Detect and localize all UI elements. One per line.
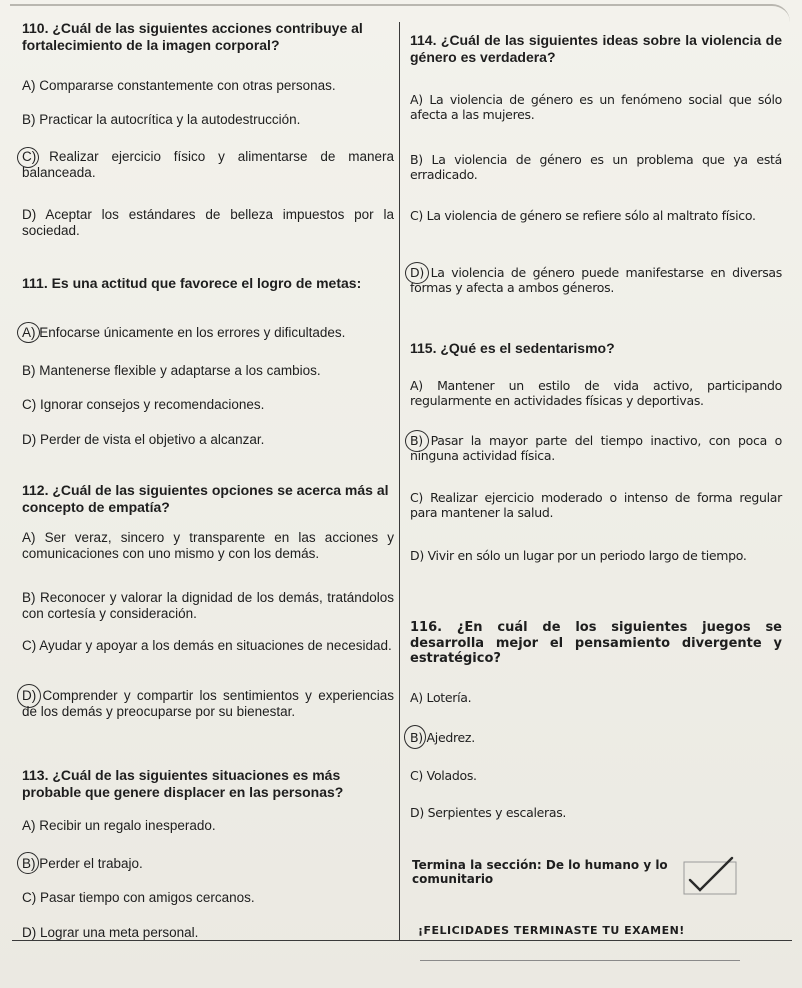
q111-option-d[interactable]: D) Perder de vista el objetivo a alcanzar. [22, 432, 265, 447]
q116-title: 116. ¿En cuál de los siguientes juegos se desarrolla mejor el pensamiento divergente y estratégico? [410, 620, 782, 667]
q110-title: 110. ¿Cuál de las siguientes acciones contribuye al fortalecimiento de la imagen corporal? [22, 20, 363, 53]
q113-option-d[interactable]: D) Lograr una meta personal. [22, 925, 199, 940]
q113-option-b[interactable]: B) Perder el trabajo. [22, 856, 143, 871]
q112-title: 112. ¿Cuál de las siguientes opciones se acerca más al concepto de empatía? [22, 482, 389, 515]
q114-option-b[interactable]: B) La violencia de género es un problema que ya está erradicado. [410, 152, 782, 182]
q114-option-a[interactable]: A) La violencia de género es un fenómeno social que sólo afecta a las mujeres. [410, 92, 782, 122]
section-end-note: Termina la sección: De lo humano y lo comunitario [412, 858, 668, 887]
q114-title: 114. ¿Cuál de las siguientes ideas sobre la violencia de género es verdadera? [410, 32, 782, 65]
answer-circle-mark [17, 147, 39, 168]
q115-option-a[interactable]: A) Mantener un estilo de vida activo, participando regularmente en actividades físicas y deportivas. [410, 378, 782, 408]
closing-message: ¡FELICIDADES TERMINASTE TU EXAMEN! [418, 924, 685, 937]
q113-title: 113. ¿Cuál de las siguientes situaciones es más probable que genere displacer en las personas? [22, 767, 344, 800]
q110-option-c[interactable]: C) Realizar ejercicio físico y alimentarse de manera balanceada. [22, 149, 394, 181]
answer-circle-mark [405, 430, 429, 452]
q111-option-c[interactable]: C) Ignorar consejos y recomendaciones. [22, 397, 265, 412]
answer-circle-mark [17, 852, 39, 874]
q111-option-b[interactable]: B) Mantenerse flexible y adaptarse a los cambios. [22, 363, 321, 378]
q112-option-c[interactable]: C) Ayudar y apoyar a los demás en situaciones de necesidad. [22, 638, 392, 653]
q115-title: 115. ¿Qué es el sedentarismo? [410, 340, 615, 356]
answer-circle-mark [405, 262, 429, 284]
answer-circle-mark [404, 725, 426, 749]
answer-circle-mark [17, 684, 41, 708]
q116-option-c[interactable]: C) Volados. [410, 768, 477, 783]
q112-option-b[interactable]: B) Reconocer y valorar la dignidad de los demás, tratándolos con cortesía y consideración. [22, 590, 394, 622]
q112-option-d[interactable]: D) Comprender y compartir los sentimientos y experiencias de los demás y preocuparse por su bienestar. [22, 688, 394, 720]
q116-option-b[interactable]: B) Ajedrez. [410, 730, 475, 745]
q115-option-c[interactable]: C) Realizar ejercicio moderado o intenso de forma regular para mantener la salud. [410, 490, 782, 520]
q110-option-a[interactable]: A) Compararse constantemente con otras personas. [22, 78, 336, 93]
q112-option-a[interactable]: A) Ser veraz, sincero y transparente en las acciones y comunicaciones con uno mismo y con los demás. [22, 530, 394, 562]
page-bottom-line-secondary [420, 960, 740, 961]
checkmark-icon [680, 852, 740, 900]
q110-option-d[interactable]: D) Aceptar los estándares de belleza impuestos por la sociedad. [22, 207, 394, 239]
column-divider [399, 22, 400, 940]
q115-option-b[interactable]: B) Pasar la mayor parte del tiempo inactivo, con poca o ninguna actividad física. [410, 433, 782, 463]
q116-option-d[interactable]: D) Serpientes y escaleras. [410, 805, 567, 820]
q111-option-a[interactable]: A) Enfocarse únicamente en los errores y dificultades. [22, 325, 346, 340]
q116-option-a[interactable]: A) Lotería. [410, 690, 472, 705]
answer-circle-mark [17, 322, 40, 343]
q115-option-d[interactable]: D) Vivir en sólo un lugar por un periodo largo de tiempo. [410, 548, 747, 563]
q113-option-a[interactable]: A) Recibir un regalo inesperado. [22, 818, 216, 833]
q111-title: 111. Es una actitud que favorece el logro de metas: [22, 275, 362, 291]
q110-option-b[interactable]: B) Practicar la autocrítica y la autodestrucción. [22, 112, 301, 127]
q114-option-d[interactable]: D) La violencia de género puede manifestarse en diversas formas y afecta a ambos géneros. [410, 265, 782, 295]
q114-option-c[interactable]: C) La violencia de género se refiere sólo al maltrato físico. [410, 208, 756, 223]
q113-option-c[interactable]: C) Pasar tiempo con amigos cercanos. [22, 890, 255, 905]
